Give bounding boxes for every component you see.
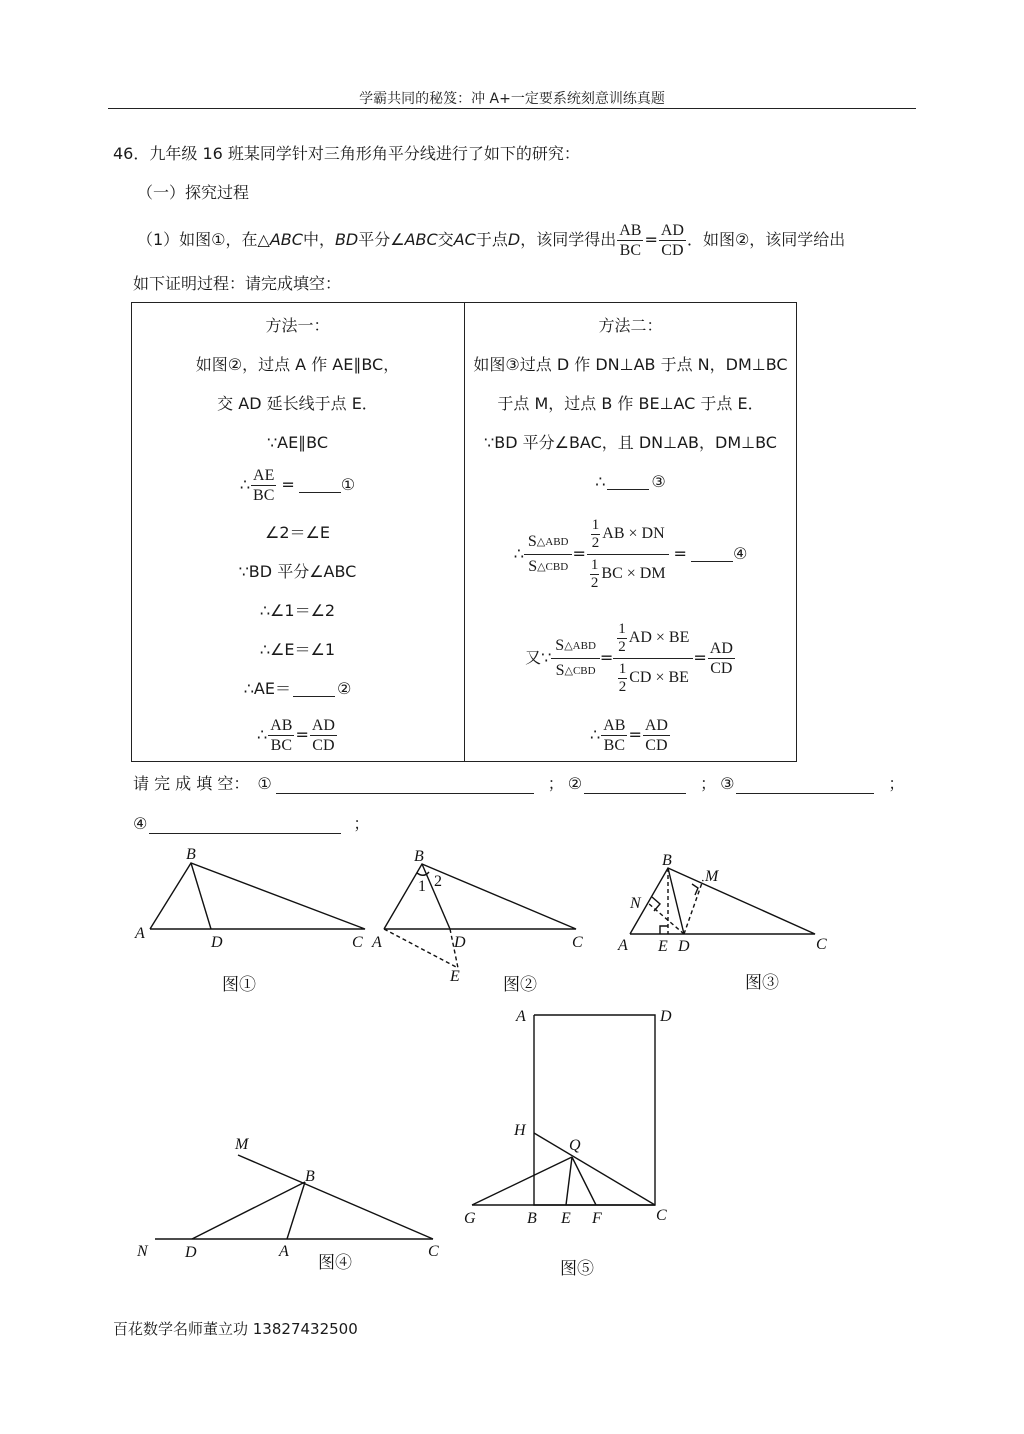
numerator: AD (660, 221, 684, 239)
denominator: CD (645, 736, 668, 754)
answer-marker-4: ④ (133, 814, 148, 833)
method2-line2: 于点 M，过点 B 作 BE⊥AC 于点 E． (497, 394, 764, 413)
point-label-c: C (656, 1207, 667, 1224)
equals-sign: = (281, 475, 295, 494)
section-title: （一）探究过程 (137, 183, 250, 202)
segment-qf (572, 1157, 596, 1205)
method1-line5: ∠2＝∠E (265, 523, 330, 542)
point-label-a: A (618, 937, 628, 954)
angle-label-2: 2 (434, 873, 442, 890)
text-run: ABC (404, 230, 438, 249)
segment-gq (472, 1157, 572, 1205)
area-symbol: S (555, 636, 565, 654)
triangle-abc (384, 864, 576, 929)
therefore-symbol: ∴ (257, 725, 268, 744)
numerator: AD (644, 716, 668, 734)
denominator: CD (312, 736, 335, 754)
point-label-c: C (816, 936, 827, 953)
separator: ； (353, 814, 370, 833)
method2-line1: 如图③过点 D 作 DN⊥AB 于点 N，DM⊥BC (473, 355, 788, 374)
equals-sign: = (693, 648, 707, 667)
point-label-n: N (630, 895, 641, 912)
point-label-a: A (279, 1243, 289, 1260)
point-label-b: B (527, 1210, 537, 1227)
product-term: BC × DM (601, 565, 666, 582)
equals-sign: = (628, 725, 642, 744)
text-run: ．如图②，该同学给出 (686, 230, 846, 249)
text-run: （1）如图①，在△ (137, 230, 270, 249)
text-run: 中， (302, 230, 335, 249)
denominator: BC (603, 736, 625, 754)
point-label-c: C (428, 1243, 439, 1260)
bisector-bd (191, 863, 211, 929)
denominator: BC (619, 241, 641, 259)
point-label-b: B (414, 848, 424, 865)
angle-label-1: 1 (418, 878, 426, 895)
blank-marker-2: ② (336, 679, 352, 698)
point-label-n: N (137, 1243, 148, 1260)
page-footer: 百花数学名师董立功 13827432500 (113, 1320, 358, 1338)
text-run: ∴AE＝ (243, 679, 291, 698)
point-label-d: D (185, 1244, 197, 1261)
equals-sign: = (572, 544, 586, 563)
point-label-d: D (660, 1008, 672, 1025)
triangle-abc (630, 868, 815, 934)
numerator: 1 (591, 516, 600, 533)
blank-marker-3: ③ (651, 472, 666, 491)
triangle-abc (150, 863, 365, 929)
denominator: BC (253, 486, 275, 504)
perpendicular-dm (684, 880, 703, 934)
method2-title: 方法二： (598, 316, 663, 335)
bisector-bd (668, 868, 684, 934)
answer-marker-3: ③ (720, 774, 735, 793)
method1-line1: 如图②，过点 A 作 AE∥BC， (195, 355, 400, 374)
numerator: 1 (590, 556, 599, 573)
separator: ； (888, 774, 905, 793)
figure-5 (464, 1008, 672, 1278)
method1-line3: ∵AE∥BC (266, 433, 329, 452)
numerator: AD (311, 716, 335, 734)
point-label-d: D (454, 934, 466, 951)
right-angle-e (660, 926, 668, 934)
method1-title: 方法一： (265, 316, 330, 335)
equals-sign: = (599, 648, 614, 667)
separator: ； (700, 774, 717, 793)
numerator: 1 (618, 660, 627, 677)
segment-db (192, 1182, 305, 1239)
separator: ； (547, 774, 564, 793)
point-label-e: E (450, 968, 460, 985)
right-angle-m (692, 884, 698, 895)
area-subscript: △ABD (564, 639, 596, 652)
denominator: 2 (618, 678, 627, 695)
figure-2-caption: 图② (503, 975, 537, 994)
numerator: AB (603, 716, 626, 734)
numerator: AB (270, 716, 293, 734)
point-label-e: E (561, 1210, 571, 1227)
perpendicular-dn (648, 903, 684, 934)
fill-in-label: 请 完 成 填 空： (133, 774, 250, 793)
denominator: 2 (590, 574, 599, 591)
figure-4-caption: 图④ (318, 1253, 352, 1272)
point-label-f: F (592, 1210, 602, 1227)
area-symbol: S (528, 557, 538, 575)
text-run: 平分∠ (358, 230, 405, 249)
denominator: CD (710, 659, 733, 677)
line-mc (238, 1155, 433, 1239)
denominator: 2 (591, 534, 600, 551)
point-label-b: B (186, 846, 196, 863)
blank-marker-4: ④ (732, 544, 748, 563)
text-run: 交 (437, 230, 454, 249)
method2-line3: ∵BD 平分∠BAC，且 DN⊥AB，DM⊥BC (484, 433, 777, 452)
point-label-m: M (235, 1136, 249, 1153)
numerator: AB (619, 221, 642, 239)
figure-5-caption: 图⑤ (560, 1259, 594, 1278)
method1-line7: ∴∠1＝∠2 (259, 601, 336, 620)
point-label-h: H (514, 1122, 526, 1139)
method1-line2: 交 AD 延长线于点 E． (217, 394, 378, 413)
therefore-symbol: ∴ (590, 725, 601, 744)
figure-3-caption: 图③ (745, 973, 779, 992)
text-run: BD (334, 230, 359, 249)
area-subscript: △ABD (536, 535, 569, 548)
figure-3 (617, 852, 827, 992)
question-number: 46 (113, 144, 134, 163)
equals-sign: = (644, 230, 658, 249)
figure-2 (371, 848, 583, 994)
segment-hc (534, 1133, 655, 1205)
answer-marker-2: ② (567, 774, 583, 793)
text-run: AC (453, 230, 476, 249)
point-label-a: A (372, 934, 382, 951)
segment-qe (566, 1157, 572, 1205)
figure-1-caption: 图① (222, 975, 256, 994)
area-symbol: S (527, 532, 537, 550)
area-subscript: △CBD (537, 560, 569, 573)
point-label-g: G (464, 1210, 476, 1227)
line-ae-dashed (384, 929, 458, 968)
answer-marker-1: ① (257, 774, 272, 793)
point-label-b: B (662, 852, 672, 869)
blank-marker-1: ① (340, 475, 356, 494)
point-label-c: C (352, 934, 363, 951)
area-subscript: △CBD (564, 664, 596, 677)
product-term: AD × BE (628, 629, 690, 646)
figure-4 (136, 1136, 439, 1272)
segment-ba (287, 1182, 305, 1239)
numerator: AE (253, 466, 275, 484)
equals-sign: = (295, 725, 309, 744)
point-label-d: D (678, 938, 690, 955)
text-run: 于点 (475, 230, 508, 249)
page-header: 学霸共同的秘笈：冲 A+一定要系统刻意训练真题 (359, 91, 665, 107)
denominator: 2 (618, 638, 626, 655)
right-angle-n (652, 897, 660, 911)
point-label-m: M (705, 868, 719, 885)
therefore-symbol: ∴ (595, 472, 606, 491)
product-term: CD × BE (629, 669, 689, 686)
point-label-d: D (211, 934, 223, 951)
part1-line2: 如下证明过程：请完成填空： (133, 274, 342, 293)
text-run: ，该同学得出 (520, 230, 617, 249)
point-label-b: B (305, 1168, 315, 1185)
point-label-a: A (516, 1008, 526, 1025)
therefore-symbol: ∴ (239, 475, 251, 494)
text-run: D (507, 230, 521, 249)
point-label-e: E (658, 938, 668, 955)
figure-1 (134, 846, 365, 994)
numerator: AD (709, 639, 733, 657)
therefore-symbol: ∴ (513, 544, 524, 563)
point-label-c: C (572, 934, 583, 951)
text-run: ABC (269, 230, 303, 249)
numerator: 1 (618, 620, 626, 637)
text-run: 又∵ (525, 648, 552, 667)
area-symbol: S (555, 661, 565, 679)
denominator: BC (270, 736, 292, 754)
rectangle-abcd (534, 1015, 655, 1205)
method1-line8: ∴∠E＝∠1 (259, 640, 336, 659)
question-stem-text: ．九年级 16 班某同学针对三角形角平分线进行了如下的研究： (133, 144, 580, 163)
equals-sign: = (673, 544, 687, 563)
product-term: AB × DN (602, 525, 665, 542)
method1-line6: ∵BD 平分∠ABC (238, 562, 357, 581)
denominator: CD (661, 241, 684, 259)
point-label-a: A (135, 925, 145, 942)
point-label-q: Q (569, 1137, 581, 1154)
